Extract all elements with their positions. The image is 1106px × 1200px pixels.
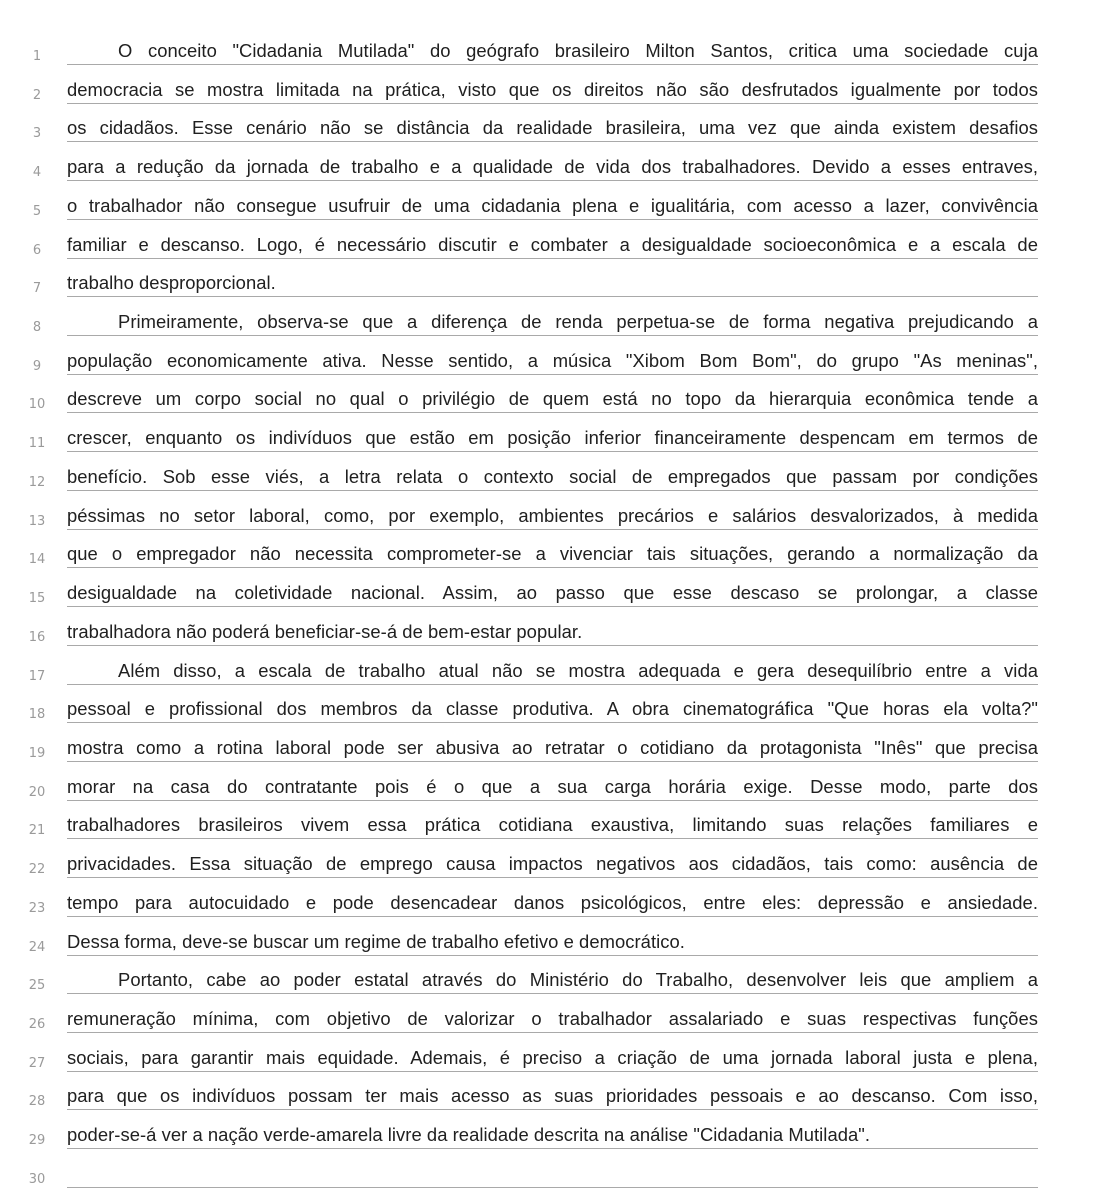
line-number: 16 (28, 629, 46, 645)
essay-line-text: democracia se mostra limitada na prática, visto que os direitos não são desfrutados igualmente por todos (67, 78, 1038, 100)
essay-line-text: trabalhadora não poderá beneficiar-se-á de bem-estar popular. (67, 620, 583, 642)
essay-line-text: descreve um corpo social no qual o privilégio de quem está no topo da hierarquia econômica tende a (67, 388, 1038, 410)
essay-line-text: pessoal e profissional dos membros da classe produtiva. A obra cinematográfica "Que horas ela volta?" (67, 698, 1038, 720)
essay-line-text: remuneração mínima, com objetivo de valorizar o trabalhador assalariado e suas respectivas funções (67, 1007, 1038, 1029)
essay-line (0, 1110, 1106, 1149)
essay-line (0, 65, 1106, 104)
line-number: 10 (28, 397, 46, 413)
essay-line (0, 1033, 1106, 1072)
line-number: 12 (28, 474, 46, 490)
essay-line (0, 956, 1106, 995)
essay-line-text: tempo para autocuidado e pode desencadear danos psicológicos, entre eles: depressão e ansiedade. (67, 891, 1038, 913)
line-number: 14 (28, 552, 46, 568)
essay-line-text: sociais, para garantir mais equidade. Ademais, é preciso a criação de uma jornada laboral justa e plena, (67, 1046, 1038, 1068)
line-number: 30 (28, 1171, 46, 1187)
essay-line-text: Dessa forma, deve-se buscar um regime de trabalho efetivo e democrático. (67, 930, 685, 952)
line-number: 13 (28, 513, 46, 529)
essay-line-text: Além disso, a escala de trabalho atual não se mostra adequada e gera desequilíbrio entre a vida (118, 659, 1038, 681)
essay-line-text: para a redução da jornada de trabalho e a qualidade de vida dos trabalhadores. Devido a esses entraves, (67, 156, 1038, 178)
essay-line-text: trabalho desproporcional. (67, 272, 276, 294)
essay-line-text: péssimas no setor laboral, como, por exemplo, ambientes precários e salários desvalorizados, à medida (67, 504, 1038, 526)
line-number: 15 (28, 591, 46, 607)
line-number: 20 (28, 784, 46, 800)
essay-line (0, 685, 1106, 724)
essay-line (0, 259, 1106, 298)
essay-line-text: O conceito "Cidadania Mutilada" do geógrafo brasileiro Milton Santos, critica uma sociedade cuja (118, 39, 1038, 61)
line-number: 3 (32, 126, 42, 142)
essay-line (0, 530, 1106, 569)
essay-line-text: o trabalhador não consegue usufruir de uma cidadania plena e igualitária, com acesso a lazer, convivência (67, 194, 1038, 216)
line-number: 6 (32, 242, 42, 258)
line-number: 29 (28, 1133, 46, 1149)
essay-line (0, 568, 1106, 607)
essay-line-text: familiar e descanso. Logo, é necessário discutir e combater a desigualdade socioeconômica e a escala de (67, 233, 1038, 255)
essay-line (0, 762, 1106, 801)
line-number: 4 (32, 165, 42, 181)
essay-line (0, 220, 1106, 259)
line-number: 17 (28, 668, 46, 684)
line-number: 1 (32, 48, 42, 64)
essay-line (0, 1149, 1106, 1188)
essay-line-text: morar na casa do contratante pois é o que a sua carga horária exige. Desse modo, parte dos (67, 775, 1038, 797)
line-rule (67, 1187, 1038, 1188)
essay-line (0, 646, 1106, 685)
essay-line (0, 607, 1106, 646)
essay-line (0, 723, 1106, 762)
essay-line (0, 414, 1106, 453)
essay-line-text: crescer, enquanto os indivíduos que estão em posição inferior financeiramente despencam em termos de (67, 427, 1038, 449)
line-number: 8 (32, 320, 42, 336)
line-number: 18 (28, 707, 46, 723)
essay-line-text: população economicamente ativa. Nesse sentido, a música "Xibom Bom Bom", do grupo "As meninas", (67, 349, 1038, 371)
line-number: 5 (32, 203, 42, 219)
line-number: 23 (28, 900, 46, 916)
essay-line (0, 336, 1106, 375)
essay-line (0, 878, 1106, 917)
essay-line-text: privacidades. Essa situação de emprego causa impactos negativos aos cidadãos, tais como: ausência de (67, 853, 1038, 875)
line-number: 22 (28, 862, 46, 878)
line-number: 7 (32, 281, 42, 297)
essay-line-text: trabalhadores brasileiros vivem essa prática cotidiana exaustiva, limitando suas relações familiares e (67, 814, 1038, 836)
line-number: 19 (28, 745, 46, 761)
essay-line-text: Primeiramente, observa-se que a diferença de renda perpetua-se de forma negativa prejudicando a (118, 311, 1038, 333)
essay-line (0, 297, 1106, 336)
essay-line (0, 491, 1106, 530)
essay-line (0, 839, 1106, 878)
essay-line-text: os cidadãos. Esse cenário não se distância da realidade brasileira, uma vez que ainda existem desafios (67, 117, 1038, 139)
essay-line-text: mostra como a rotina laboral pode ser abusiva ao retratar o cotidiano da protagonista "Inês" que precisa (67, 736, 1038, 758)
essay-line (0, 142, 1106, 181)
line-number: 2 (32, 87, 42, 103)
essay-line (0, 1072, 1106, 1111)
essay-line (0, 917, 1106, 956)
essay-line-text: Portanto, cabe ao poder estatal através do Ministério do Trabalho, desenvolver leis que ampliem a (118, 969, 1038, 991)
line-number: 21 (28, 823, 46, 839)
essay-line (0, 181, 1106, 220)
essay-line (0, 452, 1106, 491)
essay-line-text: desigualdade na coletividade nacional. Assim, ao passo que esse descaso se prolongar, a classe (67, 582, 1038, 604)
line-number: 27 (28, 1055, 46, 1071)
line-number: 26 (28, 1016, 46, 1032)
line-number: 28 (28, 1094, 46, 1110)
essay-line-text: poder-se-á ver a nação verde-amarela livre da realidade descrita na análise "Cidadania Mutilada". (67, 1124, 871, 1146)
essay-line (0, 26, 1106, 65)
essay-line (0, 801, 1106, 840)
line-number: 9 (32, 358, 42, 374)
essay-line-text: benefício. Sob esse viés, a letra relata o contexto social de empregados que passam por condições (67, 465, 1038, 487)
line-number: 11 (28, 436, 46, 452)
essay-line-text: que o empregador não necessita comprometer-se a vivenciar tais situações, gerando a normalização da (67, 543, 1038, 565)
line-number: 24 (28, 939, 46, 955)
essay-line (0, 994, 1106, 1033)
essay-line-text: para que os indivíduos possam ter mais acesso as suas prioridades pessoais e ao descanso. Com isso, (67, 1085, 1038, 1107)
line-number: 25 (28, 978, 46, 994)
essay-line (0, 104, 1106, 143)
essay-line (0, 375, 1106, 414)
